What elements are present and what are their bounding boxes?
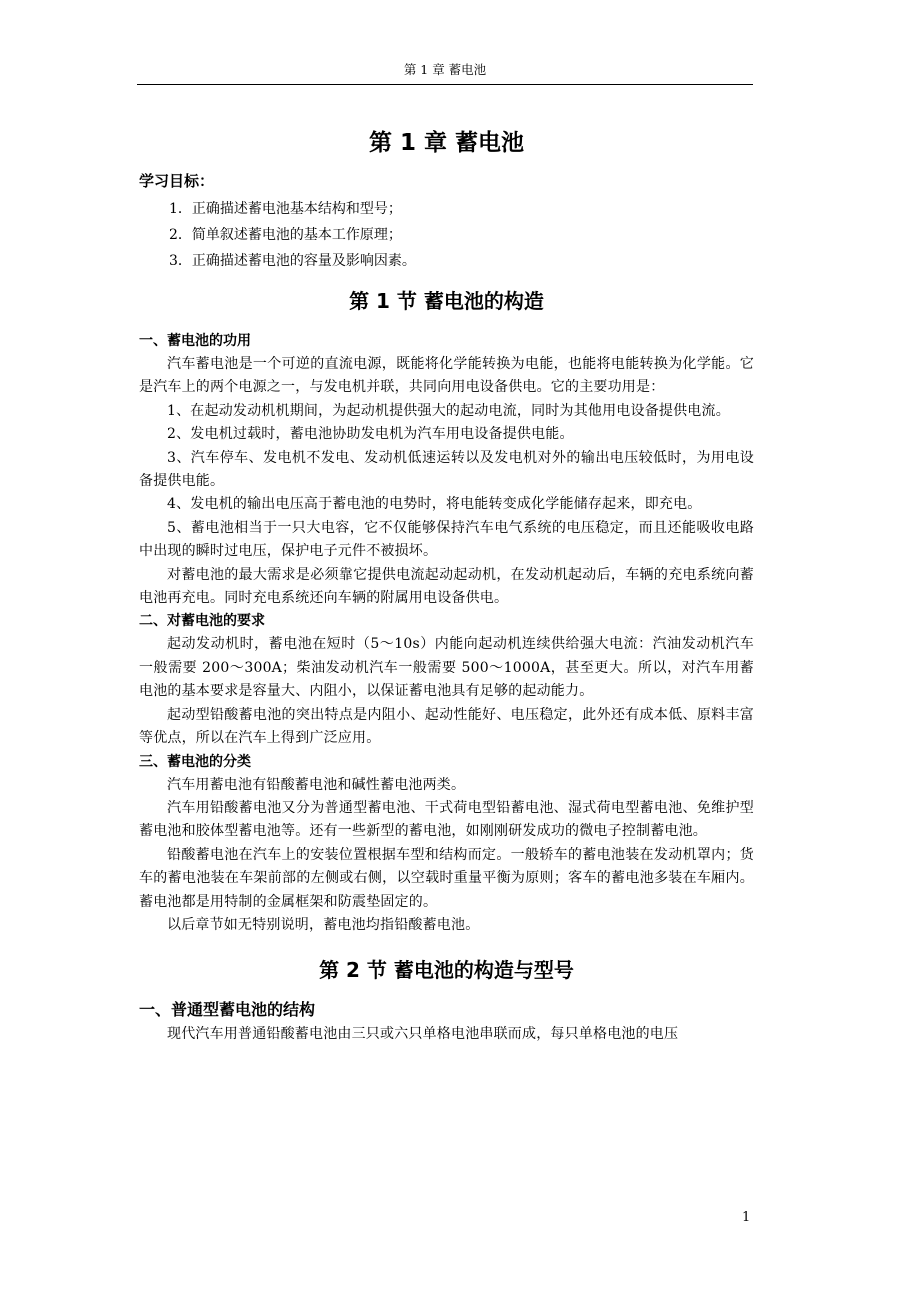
running-header: 第 1 章 蓄电池 [403, 62, 487, 77]
header-divider [137, 84, 753, 85]
subsection-heading-structure: 一、普通型蓄电池的结构 [139, 1000, 316, 1020]
learning-goal-item: 2．简单叙述蓄电池的基本工作原理； [169, 227, 402, 243]
subsection-heading-function: 一、蓄电池的功用 [139, 333, 251, 349]
paragraph: 现代汽车用普通铅酸蓄电池由三只或六只单格电池串联而成，每只单格电池的电压 [167, 1026, 679, 1043]
paragraph: 汽车用铅酸蓄电池又分为普通型蓄电池、干式荷电型铅蓄电池、湿式荷电型蓄电池、免维护型蓄电池和胶体型蓄电池等。还有一些新型的蓄电池，如刚刚研发成功的微电子控制蓄电池。 [139, 799, 754, 840]
paragraph: 3、汽车停车、发电机不发电、发动机低速运转以及发电机对外的输出电压较低时，为用电设备提供电能。 [139, 449, 754, 490]
paragraph: 2、发电机过载时，蓄电池协助发电机为汽车用电设备提供电能。 [167, 426, 574, 443]
subsection-heading-classification: 三、蓄电池的分类 [139, 753, 251, 770]
paragraph: 汽车蓄电池是一个可逆的直流电源，既能将化学能转换为电能，也能将电能转换为化学能。它是汽车上的两个电源之一，与发电机并联，共同向用电设备供电。它的主要功用是： [139, 356, 754, 396]
subsection-heading-requirements: 二、对蓄电池的要求 [139, 613, 265, 630]
paragraph: 起动型铅酸蓄电池的突出特点是内阻小、起动性能好、电压稳定，此外还有成本低、原料丰富等优点，所以在汽车上得到广泛应用。 [139, 706, 754, 747]
page-number: 1 [742, 1210, 751, 1225]
learning-goals-heading: 学习目标： [139, 172, 215, 190]
section-1-title: 第 1 节 蓄电池的构造 [349, 289, 544, 313]
paragraph: 4、发电机的输出电压高于蓄电池的电势时，将电能转变成化学能储存起来，即充电。 [167, 496, 702, 513]
paragraph: 对蓄电池的最大需求是必须靠它提供电流起动起动机，在发动机起动后，车辆的充电系统向蓄电池再充电。同时充电系统还向车辆的附属用电设备供电。 [139, 566, 754, 607]
paragraph: 铅酸蓄电池在汽车上的安装位置根据车型和结构而定。一般轿车的蓄电池装在发动机罩内；货车的蓄电池装在车架前部的左侧或右侧，以空载时重量平衡为原则；客车的蓄电池多装在车厢内。蓄电池都是用特制的金属框架和防震垫固定的。 [139, 846, 754, 910]
learning-goal-item: 1．正确描述蓄电池基本结构和型号； [169, 201, 402, 217]
paragraph: 5、蓄电池相当于一只大电容，它不仅能够保持汽车电气系统的电压稳定，而且还能吸收电路中出现的瞬时过电压，保护电子元件不被损坏。 [139, 519, 754, 560]
page-body [139, 120, 754, 1047]
paragraph: 汽车用蓄电池有铅酸蓄电池和碱性蓄电池两类。 [167, 776, 466, 793]
paragraph: 起动发动机时，蓄电池在短时（5～10s）内能向起动机连续供给强大电流：汽油发动机汽车一般需要 200～300A；柴油发动机汽车一般需要 500～1000A，甚至更大。所以，对汽车用蓄电池的基本要求是容量大、内阻小，以保证蓄电池具有足够的起动能力。 [139, 636, 754, 700]
section-2-title: 第 2 节 蓄电池的构造与型号 [319, 958, 574, 983]
chapter-title: 第 1 章 蓄电池 [368, 130, 525, 156]
paragraph: 1、在起动发动机机期间，为起动机提供强大的起动电流，同时为其他用电设备提供电流。 [167, 402, 730, 419]
learning-goal-item: 3．正确描述蓄电池的容量及影响因素。 [169, 253, 416, 269]
paragraph: 以后章节如无特别说明，蓄电池均指铅酸蓄电池。 [167, 916, 480, 933]
